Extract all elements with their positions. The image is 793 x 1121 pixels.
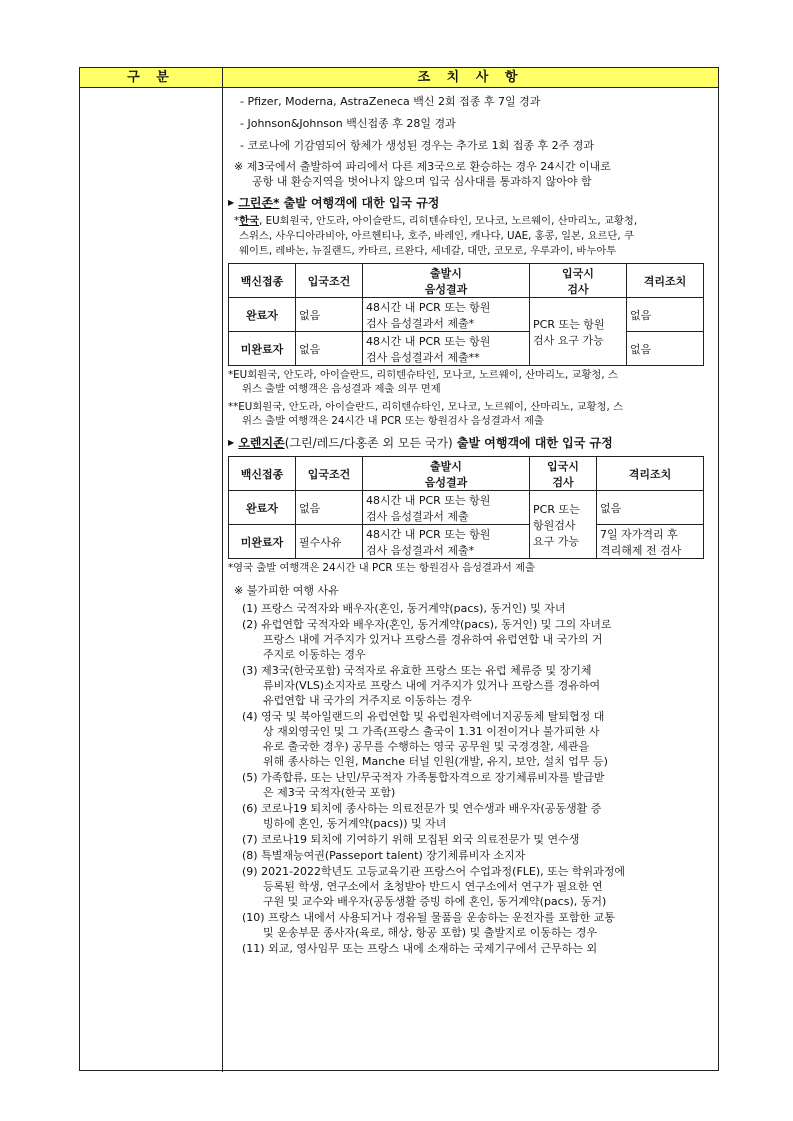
triangle-bullet-icon: ▶	[228, 438, 235, 447]
green-footnote-2	[228, 400, 716, 428]
reason-line: (3) 제3국(한국포함) 국적자로 유효한 프랑스 또는 유럽 체류증 및 장기체	[242, 664, 592, 677]
reasons-list	[228, 601, 716, 956]
reason-line: (1) 프랑스 국적자와 배우자(혼인, 동거계약(pacs), 동거인) 및 자녀	[242, 602, 566, 615]
row-incomplete-departure-1: 48시간 내 PCR 또는 항원	[366, 334, 491, 348]
col-departure-test-2: 음성결과	[424, 475, 468, 489]
reason-line: 유럽연합 내 국가의 거주지로 이동하는 경우	[263, 694, 472, 707]
countries-prefix: *	[234, 215, 240, 227]
reason-line: 및 운송부문 종사자(육로, 해상, 항공 포함) 및 출발지로 이동하는 경우	[263, 926, 597, 939]
reason-line: (9) 2021-2022학년도 고등교육기관 프랑스어 수업과정(FLE), 또는 학위과정에	[242, 865, 626, 878]
arrival-test-1: PCR 또는 항원	[533, 317, 605, 331]
row-incomplete-quarantine-1: 7일 자가격리 후	[600, 527, 678, 541]
reason-line: 빙하에 혼인, 동거계약(pacs)) 및 자녀	[263, 817, 447, 830]
reason-line: 위해 종사하는 인원, Manche 터널 인원(개발, 유지, 보안, 설치 업무 등)	[263, 755, 608, 768]
reason-item	[242, 941, 716, 956]
reason-item	[242, 801, 716, 831]
reason-line: 등록된 학생, 연구소에서 초청받아 반드시 연구소에서 연구가 필요한 연	[263, 880, 603, 893]
header-measures: 조 치 사 항	[223, 68, 718, 87]
col-arrival-test-1: 입국시	[547, 459, 579, 473]
measures-content	[228, 90, 716, 956]
green-zone-table	[228, 263, 704, 366]
green-zone-title-text: 출발 여행객에 대한 입국 규정	[279, 196, 440, 210]
orange-footnote: *영국 출발 여행객은 24시간 내 PCR 또는 항원검사 음성결과서 제출	[228, 562, 535, 574]
arrival-test-cell	[530, 491, 597, 559]
arrival-test-2: 검사 요구 가능	[533, 333, 604, 347]
col-departure-test	[363, 264, 530, 298]
reason-item	[242, 848, 716, 863]
col-entry-condition: 입국조건	[296, 457, 363, 491]
row-incomplete-departure	[363, 525, 530, 559]
col-arrival-test	[530, 457, 597, 491]
vaccine-bullet-1: - Pfizer, Moderna, AstraZeneca 백신 2회 접종 후 7일 경과	[240, 95, 541, 108]
reason-line: 프랑스 내에 거주지가 있거나 프랑스를 경유하여 유럽연합 내 국가의 거	[263, 633, 603, 646]
reason-line: (2) 유럽연합 국적자와 배우자(혼인, 동거계약(pacs), 동거인) 및 그의 자녀로	[242, 618, 612, 631]
row-incomplete-condition: 없음	[296, 332, 363, 366]
row-completed-departure-1: 48시간 내 PCR 또는 항원	[366, 300, 491, 314]
col-quarantine: 격리조치	[597, 457, 704, 491]
transit-note-line-1: ※ 제3국에서 출발하여 파리에서 다른 제3국으로 환승하는 경우 24시간 이내로	[234, 160, 611, 173]
row-completed-condition: 없음	[296, 298, 363, 332]
green-zone-label: 그린존*	[238, 196, 280, 210]
col-vaccination: 백신접종	[229, 264, 296, 298]
reason-item	[242, 709, 716, 769]
row-completed-departure	[363, 491, 530, 525]
row-incomplete-departure	[363, 332, 530, 366]
row-completed-departure-2: 검사 음성결과서 제출*	[366, 316, 475, 330]
country-korea: 한국	[239, 215, 260, 227]
reason-item	[242, 832, 716, 847]
green-footnote-1-line-1: *EU회원국, 안도라, 아이슬란드, 리히텐슈타인, 모나코, 노르웨이, 산마리노, 교황청, 스	[228, 369, 618, 381]
countries-line-1: , EU회원국, 안도라, 아이슬란드, 리히텐슈타인, 모나코, 노르웨이, 산마리노, 교황청,	[259, 215, 638, 227]
arrival-test-cell	[530, 298, 627, 366]
green-footnote-2-line-2: 위스 출발 여행객은 24시간 내 PCR 또는 항원검사 음성결과서 제출	[242, 415, 544, 427]
col-departure-test-1: 출발시	[430, 459, 462, 473]
reason-item	[242, 864, 716, 909]
reason-item	[242, 770, 716, 800]
triangle-bullet-icon: ▶	[228, 198, 235, 207]
row-completed-quarantine: 없음	[597, 491, 704, 525]
row-incomplete-label: 미완료자	[229, 332, 296, 366]
reason-item	[242, 601, 716, 616]
reason-item	[242, 663, 716, 708]
row-incomplete-departure-2: 검사 음성결과서 제출**	[366, 350, 480, 364]
row-completed-label: 완료자	[229, 491, 296, 525]
orange-zone-table	[228, 456, 704, 559]
column-divider	[222, 87, 223, 1072]
orange-zone-scope: (그린/레드/다홍존 외 모든 국가)	[284, 436, 453, 450]
row-completed-departure-2: 검사 음성결과서 제출	[366, 509, 469, 523]
row-incomplete-quarantine-2: 격리해제 전 검사	[600, 543, 682, 557]
row-completed-departure	[363, 298, 530, 332]
row-incomplete-departure-2: 검사 음성결과서 제출*	[366, 543, 475, 557]
reason-line: 상 재외영국인 및 그 가족(프랑스 출국이 1.31 이전이거나 불가피한 사	[263, 725, 600, 738]
green-zone-title	[228, 194, 716, 212]
transit-note	[228, 159, 716, 189]
green-footnote-1-line-2: 위스 출발 여행객은 음성결과 제출 의무 면제	[242, 383, 441, 395]
col-departure-test	[363, 457, 530, 491]
col-departure-test-2: 음성결과	[424, 282, 468, 296]
countries-line-3: 웨이트, 레바논, 뉴질랜드, 카타르, 르완다, 세네갈, 대만, 코모로, 우루과이, 바누아투	[239, 245, 617, 257]
reason-line: 구원 및 교수와 배우자(공동생활 증빙 하에 혼인, 동거계약(pacs), 동거)	[263, 895, 607, 908]
reason-item	[242, 910, 716, 940]
col-vaccination: 백신접종	[229, 457, 296, 491]
reason-item	[242, 617, 716, 662]
reasons-title: ※ 불가피한 여행 사유	[234, 584, 339, 597]
arrival-test-1: PCR 또는	[533, 502, 580, 516]
reason-line: (10) 프랑스 내에서 사용되거나 경유될 물품을 운송하는 운전자를 포함한 교통	[242, 911, 615, 924]
orange-zone-label: 오렌지존	[238, 436, 285, 450]
reason-line: (11) 외교, 영사임무 또는 프랑스 내에 소재하는 국제기구에서 근무하는 외	[242, 942, 598, 955]
countries-line-2: 스위스, 사우디아라비아, 아르헨티나, 호주, 바레인, 캐나다, UAE, 홍콩, 일본, 요르단, 쿠	[239, 230, 634, 242]
reason-line: 유로 출국한 경우) 공무를 수행하는 영국 공무원 및 국경경찰, 세관을	[263, 740, 590, 753]
header-category: 구 분	[80, 68, 223, 87]
reason-line: (4) 영국 및 북아일랜드의 유럽연합 및 유럽원자력에너지공동체 탈퇴협정 대	[242, 710, 605, 723]
orange-zone-title	[228, 434, 716, 452]
col-arrival-test-1: 입국시	[562, 266, 594, 280]
transit-note-line-2: 공항 내 환승지역을 벗어나지 않으며 입국 심사대를 통과하지 않아야 함	[252, 175, 592, 188]
row-incomplete-quarantine	[597, 525, 704, 559]
col-departure-test-1: 출발시	[430, 266, 462, 280]
reason-line: (8) 특별재능여권(Passeport talent) 장기체류비자 소지자	[242, 849, 526, 862]
row-completed-quarantine: 없음	[627, 298, 704, 332]
row-incomplete-quarantine: 없음	[627, 332, 704, 366]
table-header	[80, 68, 718, 88]
col-entry-condition: 입국조건	[296, 264, 363, 298]
orange-zone-title-text: 출발 여행객에 대한 입국 규정	[452, 436, 613, 450]
row-completed-departure-1: 48시간 내 PCR 또는 항원	[366, 493, 491, 507]
row-incomplete-condition: 필수사유	[296, 525, 363, 559]
vaccine-bullet-2: - Johnson&Johnson 백신접종 후 28일 경과	[240, 117, 456, 130]
row-incomplete-label: 미완료자	[229, 525, 296, 559]
reason-line: (5) 가족합류, 또는 난민/무국적자 가족통합자격으로 장기체류비자를 발급받	[242, 771, 605, 784]
col-arrival-test-2: 검사	[567, 282, 589, 296]
col-arrival-test	[530, 264, 627, 298]
document-frame	[79, 67, 719, 1071]
reason-line: 류비자(VLS)소지자로 프랑스 내에 거주지가 있거나 프랑스를 경유하여	[263, 679, 601, 692]
row-completed-condition: 없음	[296, 491, 363, 525]
vaccine-bullet-3: - 코로나에 기감염되어 항체가 생성된 경우는 추가로 1회 접종 후 2주 경과	[240, 139, 594, 152]
reason-line: 주지로 이동하는 경우	[263, 648, 366, 661]
row-completed-label: 완료자	[229, 298, 296, 332]
green-zone-countries	[228, 214, 716, 259]
row-incomplete-departure-1: 48시간 내 PCR 또는 항원	[366, 527, 491, 541]
col-quarantine: 격리조치	[627, 264, 704, 298]
arrival-test-3: 요구 가능	[533, 534, 580, 548]
arrival-test-2: 항원검사	[533, 518, 576, 532]
reason-line: 은 제3국 국적자(한국 포함)	[263, 786, 396, 799]
reason-line: (6) 코로나19 퇴치에 종사하는 의료전문가 및 연수생과 배우자(공동생활 증	[242, 802, 602, 815]
reason-line: (7) 코로나19 퇴치에 기여하기 위해 모집된 외국 의료전문가 및 연수생	[242, 833, 580, 846]
green-footnote-1	[228, 368, 716, 396]
col-arrival-test-2: 검사	[552, 475, 574, 489]
green-footnote-2-line-1: **EU회원국, 안도라, 아이슬란드, 리히텐슈타인, 모나코, 노르웨이, 산마리노, 교황청, 스	[228, 401, 624, 413]
